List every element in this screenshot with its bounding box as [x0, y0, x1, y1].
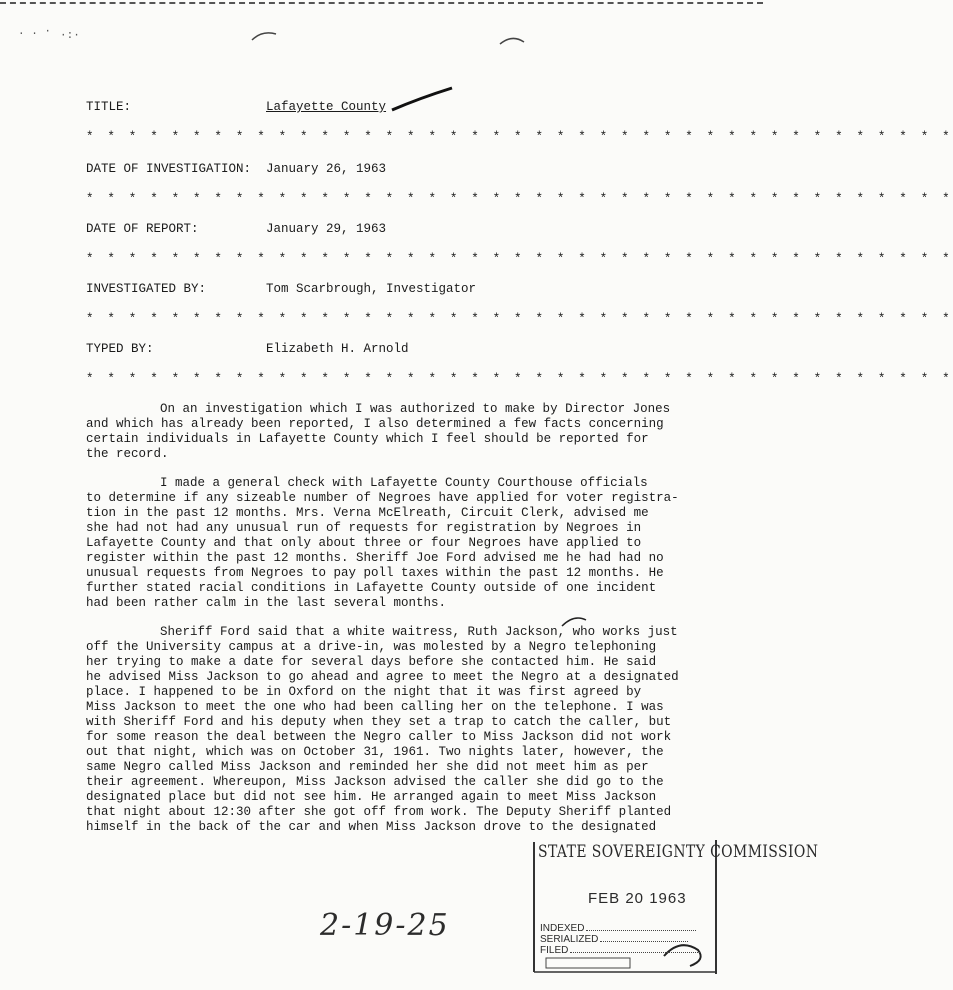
commission-stamp	[530, 838, 819, 978]
paragraph-line: Sheriff Ford said that a white waitress, Ruth Jackson, who works just	[160, 625, 678, 639]
scan-speck: ·:·	[60, 30, 80, 42]
paragraph-line: himself in the back of the car and when Miss Jackson drove to the designated	[86, 820, 657, 834]
stamp-serialized	[540, 934, 688, 945]
paragraph-line: designated place but did not see him. He arranged again to meet Miss Jackson	[86, 790, 657, 804]
stamp-title: STATE SOVEREIGNTY COMMISSION	[538, 842, 819, 862]
investigation-date-row	[86, 162, 386, 176]
punch-mark	[498, 34, 528, 46]
paragraph-line: place. I happened to be in Oxford on the night that it was first agreed by	[86, 685, 642, 699]
paragraph-line: out that night, which was on October 31, 1961. Two nights later, however, the	[86, 745, 664, 759]
stamp-filed	[540, 945, 700, 956]
typed-by-value: Elizabeth H. Arnold	[266, 342, 409, 356]
paragraph-line: had been rather calm in the last several months.	[86, 596, 447, 610]
paragraph-line: their agreement. Whereupon, Miss Jackson advised the caller she did go to the	[86, 775, 664, 789]
paragraph-3	[86, 625, 682, 835]
paragraph-line: with Sheriff Ford and his deputy when they set a trap to catch the caller, but	[86, 715, 672, 729]
stamp-indexed-label: INDEXED	[540, 923, 585, 934]
stamp-dots	[586, 930, 696, 931]
paragraph-line: and which has already been reported, I also determined a few facts concerning	[86, 417, 664, 431]
paragraph-line: register within the past 12 months. Sheriff Joe Ford advised me he had had no	[86, 551, 664, 565]
title-row	[86, 100, 386, 114]
stamp-date: FEB 20 1963	[588, 890, 687, 907]
stamp-dots	[600, 941, 688, 942]
investigation-date-label: DATE OF INVESTIGATION:	[86, 162, 252, 176]
investigator-label: INVESTIGATED BY:	[86, 282, 207, 296]
separator: * * * * * * * * * * * * * * * * * * * * * * * * * * * * * * * * * * * * * * * * *	[86, 192, 953, 206]
paragraph-line: the record.	[86, 447, 169, 461]
paragraph-1	[86, 402, 682, 462]
investigator-row	[86, 282, 476, 296]
pen-check-mark	[390, 86, 460, 116]
title-value: Lafayette County	[266, 100, 387, 114]
paragraph-line: tion in the past 12 months. Mrs. Verna McElreath, Circuit Clerk, advised me	[86, 506, 649, 520]
stamp-serialized-label: SERIALIZED	[540, 934, 599, 945]
paragraph-line: unusual requests from Negroes to pay poll taxes within the past 12 months. He	[86, 566, 664, 580]
paragraph-line: same Negro called Miss Jackson and reminded her she did not meet him as per	[86, 760, 649, 774]
title-label: TITLE:	[86, 100, 132, 114]
separator: * * * * * * * * * * * * * * * * * * * * * * * * * * * * * * * * * * * * * * * * *	[86, 252, 953, 266]
report-date-label: DATE OF REPORT:	[86, 222, 199, 236]
paragraph-line: certain individuals in Lafayette County which I feel should be reported for	[86, 432, 649, 446]
stamp-indexed	[540, 923, 696, 934]
separator: * * * * * * * * * * * * * * * * * * * * * * * * * * * * * * * * * * * * * * * * *	[86, 312, 953, 326]
stamp-filed-label: FILED	[540, 945, 569, 956]
paragraph-line: further stated racial conditions in Lafayette County outside of one incident	[86, 581, 657, 595]
handwritten-number: 2-19-25	[320, 908, 450, 943]
paragraph-line: that night about 12:30 after she got off from work. The Deputy Sheriff planted	[86, 805, 672, 819]
paragraph-line: Lafayette County and that only about three or four Negroes have applied to	[86, 536, 642, 550]
investigator-value: Tom Scarbrough, Investigator	[266, 282, 477, 296]
paragraph-line: I made a general check with Lafayette County Courthouse officials	[160, 476, 648, 490]
paragraph-line: for some reason the deal between the Negro caller to Miss Jackson did not work	[86, 730, 672, 744]
punch-mark	[250, 30, 280, 42]
typed-by-label: TYPED BY:	[86, 342, 154, 356]
paragraph-line: to determine if any sizeable number of Negroes have applied for voter registra-	[86, 491, 679, 505]
investigation-date-value: January 26, 1963	[266, 162, 387, 176]
report-date-row	[86, 222, 386, 236]
separator: * * * * * * * * * * * * * * * * * * * * * * * * * * * * * * * * * * * * * * * * *	[86, 130, 953, 144]
paragraph-line: On an investigation which I was authorized to make by Director Jones	[160, 402, 671, 416]
report-date-value: January 29, 1963	[266, 222, 387, 236]
paragraph-line: he advised Miss Jackson to go ahead and agree to meet the Negro at a designated	[86, 670, 679, 684]
paragraph-line: she had not had any unusual run of requests for registration by Negroes in	[86, 521, 642, 535]
paragraph-line: her trying to make a date for several days before she contacted him. He said	[86, 655, 657, 669]
stamp-dots	[570, 952, 700, 953]
paragraph-line: Miss Jackson to meet the one who had been calling her on the telephone. I was	[86, 700, 664, 714]
paragraph-2	[86, 476, 682, 611]
separator: * * * * * * * * * * * * * * * * * * * * * * * * * * * * * * * * * * * * * * * * *	[86, 372, 953, 386]
scan-speck: . . ·	[18, 26, 52, 38]
page-top-edge	[0, 2, 763, 4]
typed-by-row	[86, 342, 409, 356]
paragraph-line: off the University campus at a drive-in, was molested by a Negro telephoning	[86, 640, 657, 654]
